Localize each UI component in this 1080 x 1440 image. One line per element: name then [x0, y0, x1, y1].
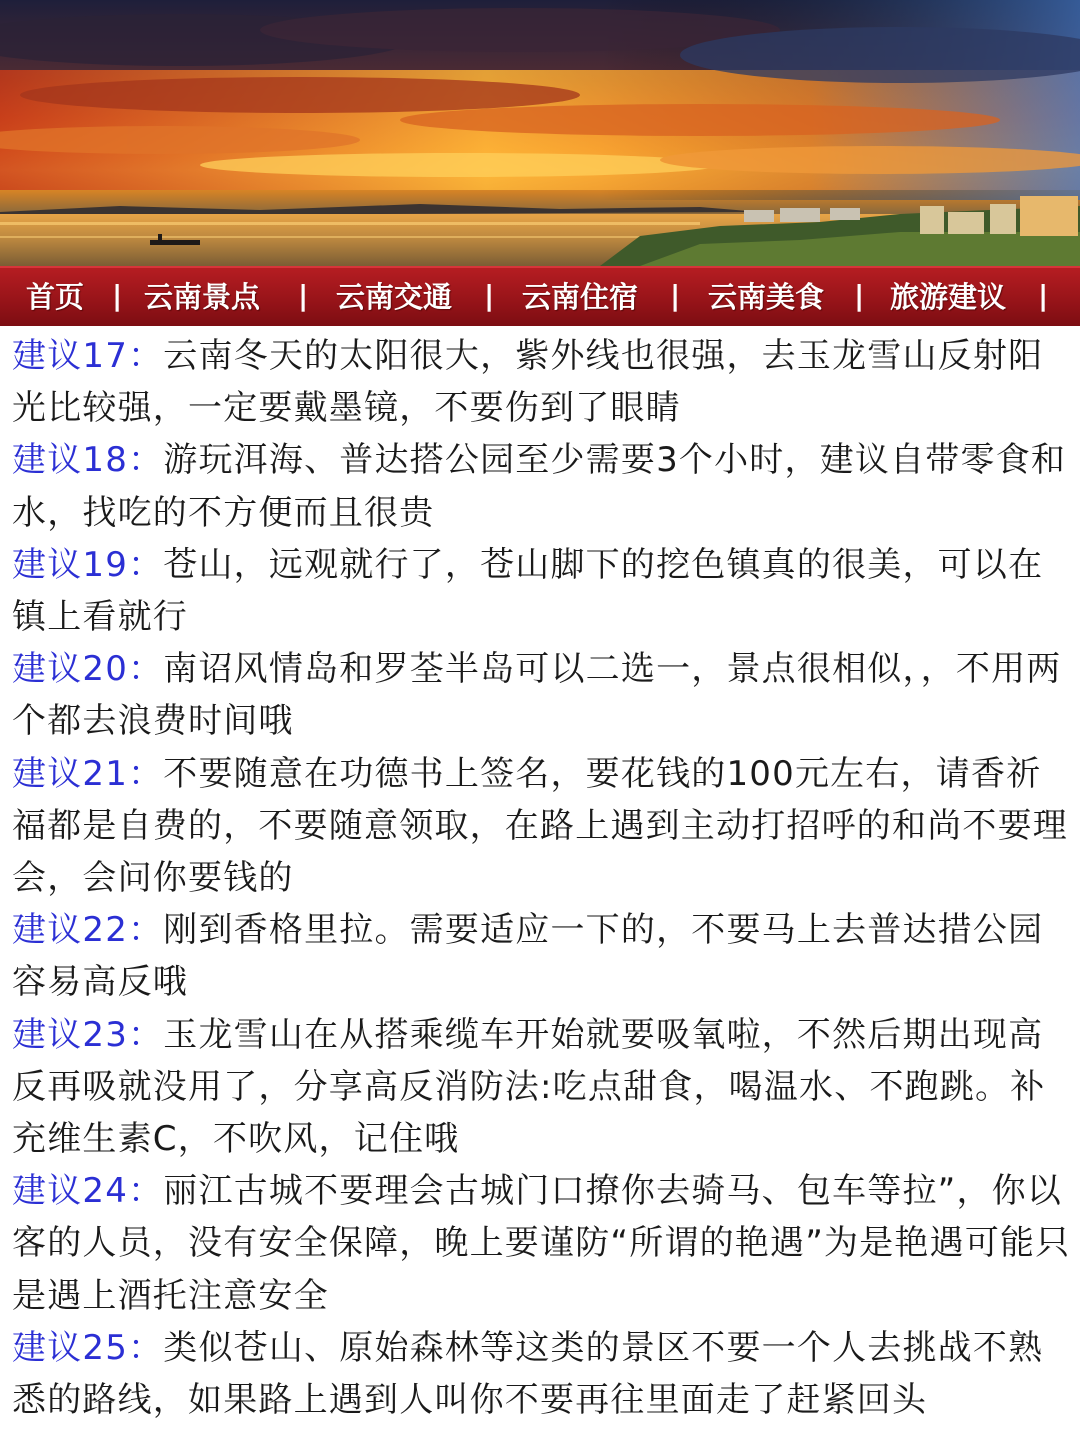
tip-label: 建议19：: [12, 544, 164, 585]
tip-item: [12, 904, 1072, 1008]
nav-separator: |: [112, 279, 123, 312]
tip-text: 苍山，远观就行了，苍山脚下的挖色镇真的很美，可以在镇上看就行: [12, 544, 1044, 638]
tip-label: 建议23：: [12, 1014, 164, 1055]
nav-separator: |: [298, 279, 309, 312]
tip-text: 南诏风情岛和罗荃半岛可以二选一，景点很相似，，不用两个都去浪费时间哦: [12, 649, 1062, 742]
tip-text: 丽江古城不要理会古城门口撩你去骑马、包车等拉”，你以客的人员，没有安全保障，晚上要谨防“所谓的艳遇”为是艳遇可能只是遇上酒托注意安全: [12, 1171, 1071, 1316]
nav-separator: |: [854, 279, 865, 312]
tip-label: 建议17：: [12, 336, 164, 376]
nav-item-accommodation[interactable]: 云南住宿: [522, 280, 639, 314]
tip-item: [12, 1322, 1072, 1426]
tip-text: 刚到香格里拉。需要适应一下的，不要马上去普达措公园容易高反哦: [12, 910, 1044, 1003]
tip-text: 类似苍山、原始森林等这类的景区不要一个人去挑战不熟悉的路线，如果路上遇到人叫你不要再往里面走了赶紧回头: [12, 1327, 1044, 1421]
sunset-lake-illustration: [0, 0, 1080, 266]
tip-item: [12, 748, 1072, 905]
nav-item-transport[interactable]: 云南交通: [336, 280, 453, 314]
tip-item: [12, 643, 1072, 747]
tip-label: 建议24：: [12, 1171, 164, 1212]
tip-text: 玉龙雪山在从搭乘缆车开始就要吸氧啦，不然后期出现高反再吸就没用了，分享高反消防法:吃点甜食，喝温水、不跑跳。补充维生素C，不吹风，记住哦: [12, 1014, 1046, 1160]
tip-label: 建议21：: [12, 753, 164, 794]
tip-label: 建议20：: [12, 649, 164, 690]
tip-item: [12, 539, 1072, 643]
nav-separator: |: [1038, 279, 1049, 312]
tip-item: [12, 330, 1072, 434]
tip-text: 云南冬天的太阳很大，紫外线也很强，去玉龙雪山反射阳光比较强，一定要戴墨镜，不要伤到了眼睛: [12, 336, 1044, 429]
tip-item: [12, 1165, 1072, 1322]
travel-tips-list: [12, 330, 1072, 1434]
tip-text: 不要随意在功德书上签名，要花钱的100元左右，请香祈福都是自费的，不要随意领取，在路上遇到主动打招呼的和尚不要理会，会问你要钱的: [12, 753, 1068, 899]
tip-label: 建议25：: [12, 1327, 164, 1368]
nav-item-food[interactable]: 云南美食: [708, 280, 825, 314]
nav-separator: |: [670, 279, 681, 312]
tip-label: 建议22：: [12, 910, 164, 951]
tip-text: 游玩洱海、普达搭公园至少需要3个小时，建议自带零食和水，找吃的不方便而且很贵: [12, 440, 1067, 533]
tip-item: [12, 434, 1072, 538]
tip-item: [12, 1009, 1072, 1166]
top-nav-bar: [0, 266, 1080, 326]
nav-separator: |: [484, 279, 495, 312]
hero-banner-image: [0, 0, 1080, 266]
nav-item-attractions[interactable]: 云南景点: [144, 280, 261, 314]
nav-item-travel-tips[interactable]: 旅游建议: [890, 280, 1007, 314]
nav-item-home[interactable]: 首页: [26, 280, 85, 314]
tip-label: 建议18：: [12, 440, 164, 481]
